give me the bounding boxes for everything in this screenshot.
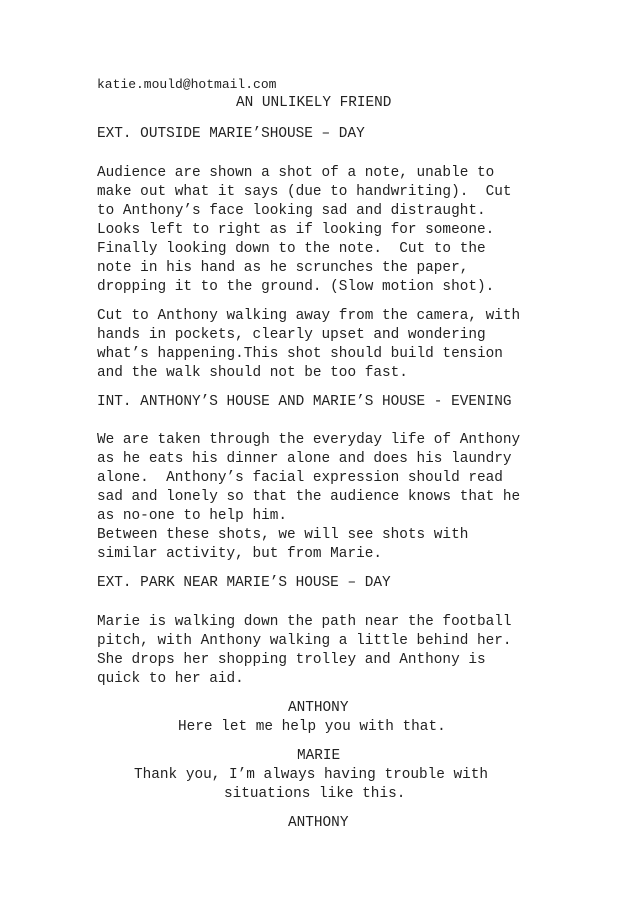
action-line: Cut to Anthony walking away from the camera, with [97, 308, 521, 324]
character-name: ANTHONY [288, 700, 349, 716]
action-line: make out what it says (due to handwriting). Cut [97, 184, 512, 200]
author-email: katie.mould@hotmail.com [97, 77, 277, 92]
action-line: Finally looking down to the note. Cut to the [97, 241, 486, 257]
action-line: similar activity, but from Marie. [97, 546, 382, 562]
action-line: note in his hand as he scrunches the paper, [97, 260, 469, 276]
action-line: She drops her shopping trolley and Anthony is [97, 652, 486, 668]
action-line: We are taken through the everyday life of Anthony [97, 432, 521, 448]
scene-heading: INT. ANTHONY’S HOUSE AND MARIE’S HOUSE - EVENING [97, 394, 512, 410]
action-line: and the walk should not be too fast. [97, 365, 408, 381]
action-line: Between these shots, we will see shots with [97, 527, 469, 543]
action-line: to Anthony’s face looking sad and distraught. [97, 203, 486, 219]
action-line: dropping it to the ground. (Slow motion shot). [97, 279, 495, 295]
character-name: MARIE [297, 748, 341, 764]
action-line: quick to her aid. [97, 671, 244, 687]
action-line: pitch, with Anthony walking a little behind her. [97, 633, 512, 649]
dialogue-line: Here let me help you with that. [178, 719, 446, 735]
scene-heading: EXT. OUTSIDE MARIE’SHOUSE – DAY [97, 126, 365, 142]
action-line: Marie is walking down the path near the football [97, 614, 512, 630]
action-line: as no-one to help him. [97, 508, 287, 524]
action-line: alone. Anthony’s facial expression should read [97, 470, 503, 486]
dialogue-line: Thank you, I’m always having trouble with [134, 767, 489, 783]
action-line: hands in pockets, clearly upset and wondering [97, 327, 486, 343]
action-line: sad and lonely so that the audience knows that he [97, 489, 521, 505]
action-line: Looks left to right as if looking for someone. [97, 222, 495, 238]
action-line: as he eats his dinner alone and does his laundry [97, 451, 512, 467]
dialogue-line: situations like this. [224, 786, 406, 802]
action-line: Audience are shown a shot of a note, unable to [97, 165, 495, 181]
scene-heading: EXT. PARK NEAR MARIE’S HOUSE – DAY [97, 575, 391, 591]
script-title: AN UNLIKELY FRIEND [236, 95, 392, 111]
character-name: ANTHONY [288, 815, 349, 831]
action-line: what’s happening.This shot should build tension [97, 346, 503, 362]
